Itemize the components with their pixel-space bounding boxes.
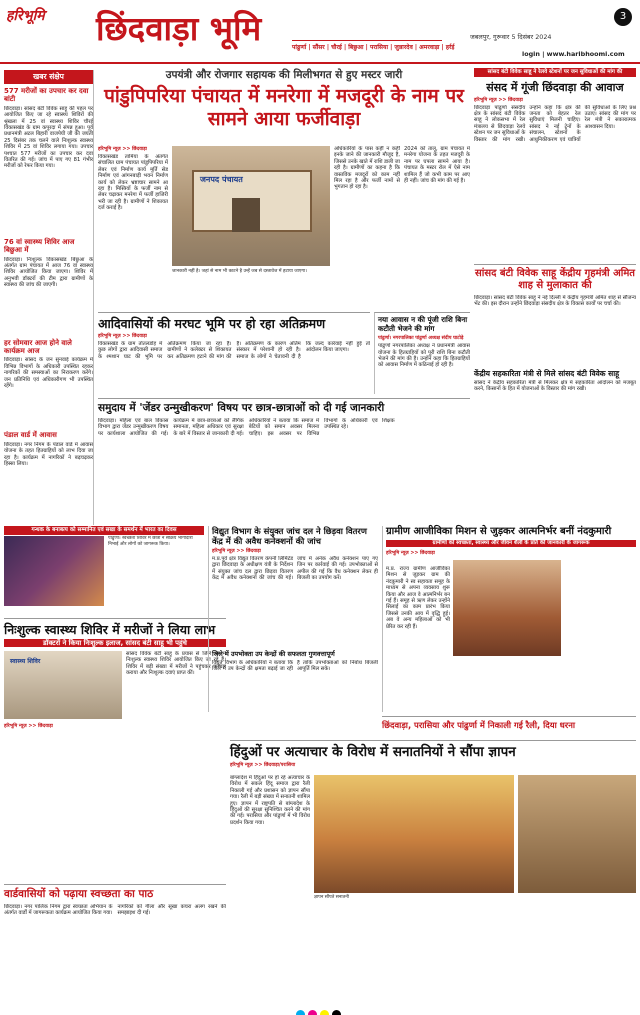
shah-headline: सांसद बंटी विवेक साहू केंद्रीय गृहमंत्री अमित शाह से मुलाकात की: [474, 268, 636, 291]
masthead: [0, 0, 640, 64]
hindu-photo-2: [518, 775, 636, 893]
vardiyan-headline: वार्डवासियों को पढ़ाया स्वच्छता का पाठ: [4, 888, 154, 900]
adivasi-story: आदिवासियों की मरघट भूमि पर हो रहा अतिक्रमण हरिभूमि न्यूज़ >> छिंदवाड़ा विकासखंड के ग्राम तोतलडोह में कुछ लोगों द्वारा आदिवासी समाज के श्मशान घाट की भूमि पर अतिक्रमण किया जा रहा है। ग्रामीणों ने कलेक्टर से शिकायत कर अतिक्रमण हटाने की मांग की है। अतिक्रमण के कारण अंतिम संस्कार में परेशानी हो रही है। समाज के लोगों ने चेतावनी दी है कि जल्द कार्रवाई नहीं हुई तो आंदोलन किया जाएगा।: [98, 312, 370, 394]
vardiyan-story: [4, 884, 226, 994]
nishulk-headline: निःशुल्क स्वास्थ्य शिविर में मरीजों ने लिया लाभ: [4, 622, 216, 637]
nishulk-photo: स्वास्थ्य शिविर: [4, 651, 122, 719]
brand-logo: हरिभूमि: [6, 8, 45, 24]
adivasi-body: विकासखंड के ग्राम तोतलडोह में कुछ लोगों द्वारा आदिवासी समाज के श्मशान घाट की भूमि पर अतिक्रमण किया जा रहा है। ग्रामीणों ने कलेक्टर से शिकायत कर अतिक्रमण हटाने की मांग की है। अतिक्रमण के कारण अंतिम संस्कार में परेशानी हो रही है। समाज के लोगों ने चेतावनी दी है कि जल्द कार्रवाई नहीं हुई तो आंदोलन किया जाएगा।: [98, 341, 370, 360]
lead-photo-caption: जानकारी नहीं है। जहां से नाम भी काटने है उन्हें जब से दस्तावेज में हटाया जाएगा।: [172, 269, 307, 274]
vidyut-headline: विद्युत विभाग के संयुक्त जांच दल ने छिड़वा वितरण केंद्र में की अवैध कनेक्शनों की जांच: [212, 526, 367, 546]
lead-headline: पांडुपिपरिया पंचायत में मनरेगा में मजदूरी के नाम पर सामने आया फर्जीवाड़ा: [104, 85, 464, 130]
vidyut-sub-body: विद्युत विभाग के अधिकारियों ने बताया कि जिले में उप केन्द्रों की क्षमता बढ़ाई जा रही है ताकि उपभोक्ताओं को निर्बाध बिजली आपूर्ति मिल सके।: [212, 659, 378, 673]
masthead-rule: [292, 40, 442, 41]
page-number: 3: [614, 8, 632, 26]
masthead-bottom-rule: [0, 62, 640, 64]
lead-body-col2: अधिकारियों के पास कहीं न कहीं इनके जाने की जानकारी मौजूद है, जिससे उनके खाते में राशि डाली जा रही है। ग्रामीणों का कहना है कि वास्तविक मजदूरों को काम नहीं मिल रहा है और फर्जी नामों से भुगतान हो रहा है।: [334, 146, 400, 191]
gramin-story: ग्रामीण आजीविका मिशन से जुड़कर आत्मनिर्भर बनीं नंदकुमारी ग्रामीणों को स्वच्छता, स्वास्थ्य और जीवन शैली के प्रति की जानकारी के जागरूक हरिभूमि न्यूज़ >> छिंदवाड़ा म.प्र. राज्य ग्रामीण आजीविका मिशन से जुड़कर ग्राम की नंदकुमारी ने स्व सहायता समूह के माध्यम से अपना व्यवसाय शुरू किया और आज वे आत्मनिर्भर बन गई हैं। समूह से ऋण लेकर उन्होंने सिलाई का काम प्रारंभ किया जिससे उनकी आय में वृद्धि हुई। अब वे अन्य महिलाओं को भी प्रेरित कर रही हैं।: [382, 526, 636, 712]
nishulk-story: निःशुल्क स्वास्थ्य शिविर में मरीजों ने लिया लाभ डॉक्टरों ने किया निःशुल्क इलाज, सांसद बंटी साहू भी पहुंचे स्वास्थ्य शिविर सांसद विवेक बंटी साहू के प्रयास से जिले भर में निःशुल्क स्वास्थ्य शिविर आयोजित किए जा रहे हैं। शिविर में बड़ी संख्या में मरीजों ने पहुंचकर उपचार कराया और निःशुल्क दवाएं प्राप्त कीं। हरिभूमि न्यूज़ >> छिंदवाड़ा: [4, 618, 226, 880]
vidyut-sub-headline: जिले में उपभोक्ता उप केन्द्रों की सफलता गुणवत्तापूर्ण: [212, 650, 335, 658]
region-tags: पांढुर्णा | सौंसर | चौरई | बिछुआ | परासिया | जुन्नारदेव | अमरवाड़ा | हर्रई: [292, 44, 455, 51]
right-top-band: सांसद बंटी विवेक साहू ने रेलवे स्टेशनों पर जन सुविधाओं की मांग की: [474, 68, 636, 77]
gender-story: [98, 398, 470, 508]
nodal-section: [4, 526, 204, 614]
sidebar-item: 577 मरीजों का उपचार कर दवा बांटी छिंदवाड़ा। सांसद बंटी विवेक साहू की पहल पर आयोजित किए जा रहे स्वास्थ्य शिविरों की श्रृंखला में 25 वां स्वास्थ्य शिविर चौरई विकासखंड के ग्राम कपुरदा में संपन्न हुआ। पूर्व प्रधानमंत्री अटल बिहारी वाजपेयी जी की जयंती 25 दिसंबर तक चलने वाले निःशुल्क स्वास्थ्य शिविर में 25 वां शिविर लगाया गया। उपचार पश्चात 577 मरीजों का उपचार कर दवा वितरित की गई। जांच में पाए गए 81 गंभीर मरीजों को रेफर किया गया।: [4, 87, 93, 170]
coop-body: सांसद ने केंद्रीय सहकारिता मंत्री से मिलकर क्षेत्र में सहकारिता आंदोलन को मजबूत करने, किसानों के हित में योजनाओं के विस्तार की मांग रखी।: [474, 380, 636, 393]
tag[interactable]: अमरवाड़ा: [419, 44, 440, 51]
vardiyan-body: छिंदवाड़ा। नगर पालिक निगम द्वारा स्वच्छता अभियान के अंतर्गत वार्डों में जागरूकता कार्यक्रम आयोजित किया गया। नागरिकों को गीला और सूखा कचरा अलग रखने की समझाइश दी गई।: [4, 904, 226, 917]
hindu-headline: हिंदुओं पर अत्याचार के विरोध में सनातनियों ने सौंपा ज्ञापन: [230, 744, 516, 760]
lead-body-col3: 2024 को तालू, ग्राम पंचायत में मनरेगा योजना के तहत मजदूरी के नाम पर घपला सामने आया है। पंचायत के मस्टर रोल में ऐसे नाम शामिल हैं जो कभी काम पर आए ही नहीं। जांच की मांग की गई है।: [404, 146, 470, 185]
website[interactable]: login | www.haribhoomi.com: [522, 50, 625, 58]
lead-story: [98, 68, 470, 308]
vidyut-body: म.प्र.पूर्व क्षेत्र विद्युत वितरण कंपनी लिमिटेड द्वारा छिंदवाड़ा के अधीक्षण यंत्री के निर्देशन में संयुक्त जांच दल द्वारा छिड़वा वितरण केंद्र में अवैध कनेक्शनों की जांच की गई। जांच में अनेक अवैध कनेक्शन पाए गए जिन पर कार्रवाई की गई। उपभोक्ताओं से अपील की गई कि वैध कनेक्शन लेकर ही बिजली का उपयोग करें।: [212, 556, 378, 582]
gramin-body: म.प्र. राज्य ग्रामीण आजीविका मिशन से जुड़कर ग्राम की नंदकुमारी ने स्व सहायता समूह के माध्यम से अपना व्यवसाय शुरू किया और आज वे आत्मनिर्भर बन गई हैं। समूह से ऋण लेकर उन्होंने सिलाई का काम प्रारंभ किया जिससे उनकी आय में वृद्धि हुई। अब वे अन्य महिलाओं को भी प्रेरित कर रही हैं।: [386, 566, 450, 630]
tag[interactable]: चौरई: [331, 44, 342, 51]
shah-story: [474, 264, 636, 502]
adivasi-headline: आदिवासियों की मरघट भूमि पर हो रहा अतिक्रमण: [98, 316, 326, 331]
nishulk-sub: डॉक्टरों ने किया निःशुल्क इलाज, सांसद बंटी साहू भी पहुंचे: [4, 639, 226, 647]
gramin-headline: ग्रामीण आजीविका मिशन से जुड़कर आत्मनिर्भर बनीं नंदकुमारी: [386, 526, 612, 537]
tag[interactable]: सौंसर: [312, 44, 325, 51]
vidyut-story: विद्युत विभाग के संयुक्त जांच दल ने छिड़वा वितरण केंद्र में की अवैध कनेक्शनों की जांच हरिभूमि न्यूज़ >> छिंदवाड़ा म.प्र.पूर्व क्षेत्र विद्युत वितरण कंपनी लिमिटेड द्वारा छिंदवाड़ा के अधीक्षण यंत्री के निर्देशन में संयुक्त जांच दल द्वारा छिड़वा वितरण केंद्र में अवैध कनेक्शनों की जांच की गई। जांच में अनेक अवैध कनेक्शन पाए गए जिन पर कार्रवाई की गई। उपभोक्ताओं से अपील की गई कि वैध कनेक्शन लेकर ही बिजली का उपयोग करें। जिले में उपभोक्ता उप केन्द्रों की सफलता गुणवत्तापूर्ण विद्युत विभाग के अधिकारियों ने बताया कि जिले में उप केन्द्रों की क्षमता बढ़ाई जा रही है ताकि उपभोक्ताओं को निर्बाध बिजली आपूर्ति मिल सके।: [208, 526, 378, 712]
gender-body: छिंदवाड़ा। महिला एवं बाल विकास विभाग द्वारा जेंडर उन्मुखीकरण विषय पर कार्यशाला आयोजित की गई। कार्यक्रम में छात्र-छात्राओं को लैंगिक समानता, महिला अधिकार एवं सुरक्षा के बारे में विस्तार से जानकारी दी गई। अधिकारियों ने बताया कि समाज में बेटियों को समान अवसर मिलना चाहिए। इस अवसर पर विभिन्न विभागों के अधिकारी एवं शिक्षक उपस्थित रहे।: [98, 418, 395, 437]
dateline: जबलपुर, गुरूवार 5 दिसंबर 2024: [470, 33, 552, 41]
lead-kicker: उपयंत्री और रोजगार सहायक की मिलीभगत से हुए मस्टर जारी: [165, 69, 403, 81]
sidebar-item: हर सोमवार आज होने वाले कार्यक्रम आज छिंदवाड़ा। सांसद के जन सुनवाई कार्यक्रम में विभिन्न विभागों के अधिकारी उपस्थित रहकर नागरिकों की समस्याओं का निराकरण करेंगे। जन प्रतिनिधि एवं अधिकारीगण भी उपस्थित रहेंगे।: [4, 338, 93, 390]
coop-headline: केंद्रीय सहकारिता मंत्री से मिले सांसद बंटी विवेक साहू: [474, 369, 620, 378]
tag[interactable]: हर्रई: [445, 44, 455, 51]
lead-body-col1: हरिभूमि न्यूज़ >> छिंदवाड़ा विकासखंड तामिया के अंतर्गत संचालित ग्राम पंचायत पांडुपिपरिया में लेबर एवं निर्माण कार्य मूर्ति सेड निर्माण एवं आंगनबाड़ी भवन निर्माण कार्य को लेकर भ्रष्टाचार सामने आ रहा है। मिस्त्रियों के फर्जी नाम से लेबर चढ़ाकर मनरेगा में फर्जी हाजिरी भरी जा रही है। ग्रामीणों ने शिकायत दर्ज कराई है।: [98, 147, 168, 212]
right-top-body: छिंदवाड़ा पांढुर्णा संसदीय क्षेत्र के सांसद बंटी विवेक साहू ने लोकसभा में रेल मंत्रालय से छिंदवाड़ा रेलवे स्टेशन पर जन सुविधाओं के विस्तार की मांग रखी। उन्होंने कहा कि क्षेत्र की जनता को बेहतर रेल सुविधाएं मिलनी चाहिए। सांसद ने नई ट्रेनों के संचालन, स्टेशनों के आधुनिकीकरण एवं यात्रियों की सुविधाओं के लिए प्रश्न उठाए। सांसद की मांग पर रेल मंत्री ने सकारात्मक आश्वासन दिया।: [474, 104, 636, 143]
nodal-band: गन्धक के बनाबत्य को सम्मानित एवं सखा के समर्थन में भारत का दिवस: [4, 526, 204, 535]
sidebar-header: खबर संक्षेप: [4, 70, 93, 84]
awas-body: पांढुर्णा नगरपालिका अध्यक्ष ने प्रधानमंत्री आवास योजना के हितग्राहियों को पूरी राशि बिना कटौती भेजने की मांग की है। उन्होंने कहा कि हितग्राहियों को आवास निर्माण में कठिनाई हो रही है।: [378, 343, 470, 369]
awas-story: नया आवास न की पूंजी राशि बिना कटौती भेजने की मांग पांढुर्णा। नगरपालिका पांढुर्णा अध्यक्ष संदीप घाटोड़े पांढुर्णा नगरपालिका अध्यक्ष ने प्रधानमंत्री आवास योजना के हितग्राहियों को पूरी राशि बिना कटौती भेजने की मांग की है। उन्होंने कहा कि हितग्राहियों को आवास निर्माण में कठिनाई हो रही है।: [374, 312, 470, 394]
gramin-sub-band: ग्रामीणों को स्वच्छता, स्वास्थ्य और जीवन शैली के प्रति की जानकारी के जागरूक: [386, 540, 636, 547]
awas-headline: नया आवास न की पूंजी राशि बिना कटौती भेजने की मांग: [378, 315, 468, 333]
hindu-photo-caption: ज्ञापन सौंपते सनातनी: [314, 895, 349, 900]
tag[interactable]: बिछुआ: [348, 44, 364, 51]
nodal-photo: [4, 536, 104, 606]
sidebar: [4, 70, 94, 525]
tag[interactable]: जुन्नारदेव: [394, 44, 413, 51]
tag[interactable]: परासिया: [369, 44, 389, 51]
sidebar-item: 76 वां स्वास्थ्य शिविर आज बिछुआ में छिंदवाड़ा। निःशुल्क विकासखंड बिछुआ के अंतर्गत ग्राम पंचायत में आज 76 वां स्वास्थ्य शिविर आयोजित किया जाएगा। शिविर में अनुभवी डॉक्टरों की टीम द्वारा ग्रामीणों के स्वास्थ्य की जांच की जाएगी।: [4, 237, 93, 289]
gender-headline: समुदाय में 'जेंडर उन्मुखीकरण' विषय पर छात्र-छात्राओं को दी गई जानकारी: [98, 402, 385, 414]
gramin-photo: [453, 560, 561, 656]
shah-body: छिंदवाड़ा। सांसद बंटी विवेक साहू ने नई दिल्ली में केंद्रीय गृहमंत्री अमित शाह से सौजन्य भेंट की। इस दौरान उन्होंने छिंदवाड़ा संसदीय क्षेत्र के विकास कार्यों पर चर्चा की।: [474, 295, 636, 308]
dharna-headline: छिंदवाड़ा, परासिया और पांढुर्णा में निकाली गई रैली, दिया धरना: [382, 720, 576, 730]
page-title: छिंदवाड़ा भूमि: [96, 9, 262, 48]
lead-photo-label: जनपद पंचायत: [200, 175, 243, 184]
lead-photo: [172, 146, 330, 266]
hindu-photo: [314, 775, 514, 893]
hindu-story: हिंदुओं पर अत्याचार के विरोध में सनातनियों ने सौंपा ज्ञापन हरिभूमि न्यूज़ >> छिंदवाड़ा/परासिया बांग्लादेश में हिंदुओं पर हो रहे अत्याचार के विरोध में सकल हिंदू समाज द्वारा रैली निकाली गई और प्रशासन को ज्ञापन सौंपा गया। रैली में बड़ी संख्या में सनातनी शामिल हुए। ज्ञापन में राष्ट्रपति से बांग्लादेश के हिंदुओं की सुरक्षा सुनिश्चित करने की मांग की गई। परासिया और पांढुर्णा में भी विरोध प्रदर्शन किया गया। ज्ञापन सौंपते सनातनी: [230, 740, 636, 1000]
dharna-story: [382, 716, 636, 736]
sidebar-item: पंडाल वार्ड में आवास छिंदवाड़ा। नगर निगम के पंडाल वार्ड में आवास योजना के तहत हितग्राहियों को लाभ दिया जा रहा है। कार्यक्रम में नागरिकों ने बढ़चढ़कर हिस्सा लिया।: [4, 431, 93, 468]
hindu-body: बांग्लादेश में हिंदुओं पर हो रहे अत्याचार के विरोध में सकल हिंदू समाज द्वारा रैली निकाली गई और प्रशासन को ज्ञापन सौंपा गया। रैली में बड़ी संख्या में सनातनी शामिल हुए। ज्ञापन में राष्ट्रपति से बांग्लादेश के हिंदुओं की सुरक्षा सुनिश्चित करने की मांग की गई। परासिया और पांढुर्णा में भी विरोध प्रदर्शन किया गया।: [230, 775, 310, 826]
nodal-caption: पांढुर्णा। स्वच्छता शिविर में छात्रों ने सक्रिय भागीदारी निभाई और लोगों को जागरूक किया।: [108, 536, 193, 547]
tag[interactable]: पांढुर्णा: [292, 44, 307, 51]
right-top-headline: संसद में गूंजी छिंदवाड़ा की आवाज: [486, 80, 624, 94]
right-top-story: सांसद बंटी विवेक साहू ने रेलवे स्टेशनों पर जन सुविधाओं की मांग की संसद में गूंजी छिंदवाड़ा की आवाज हरिभूमि न्यूज़ >> छिंदवाड़ा छिंदवाड़ा पांढुर्णा संसदीय क्षेत्र के सांसद बंटी विवेक साहू ने लोकसभा में रेल मंत्रालय से छिंदवाड़ा रेलवे स्टेशन पर जन सुविधाओं के विस्तार की मांग रखी। उन्होंने कहा कि क्षेत्र की जनता को बेहतर रेल सुविधाएं मिलनी चाहिए। सांसद ने नई ट्रेनों के संचालन, स्टेशनों के आधुनिकीकरण एवं यात्रियों की सुविधाओं के लिए प्रश्न उठाए। सांसद की मांग पर रेल मंत्री ने सकारात्मक आश्वासन दिया।: [474, 68, 636, 258]
footer-registration: [0, 1004, 640, 1015]
